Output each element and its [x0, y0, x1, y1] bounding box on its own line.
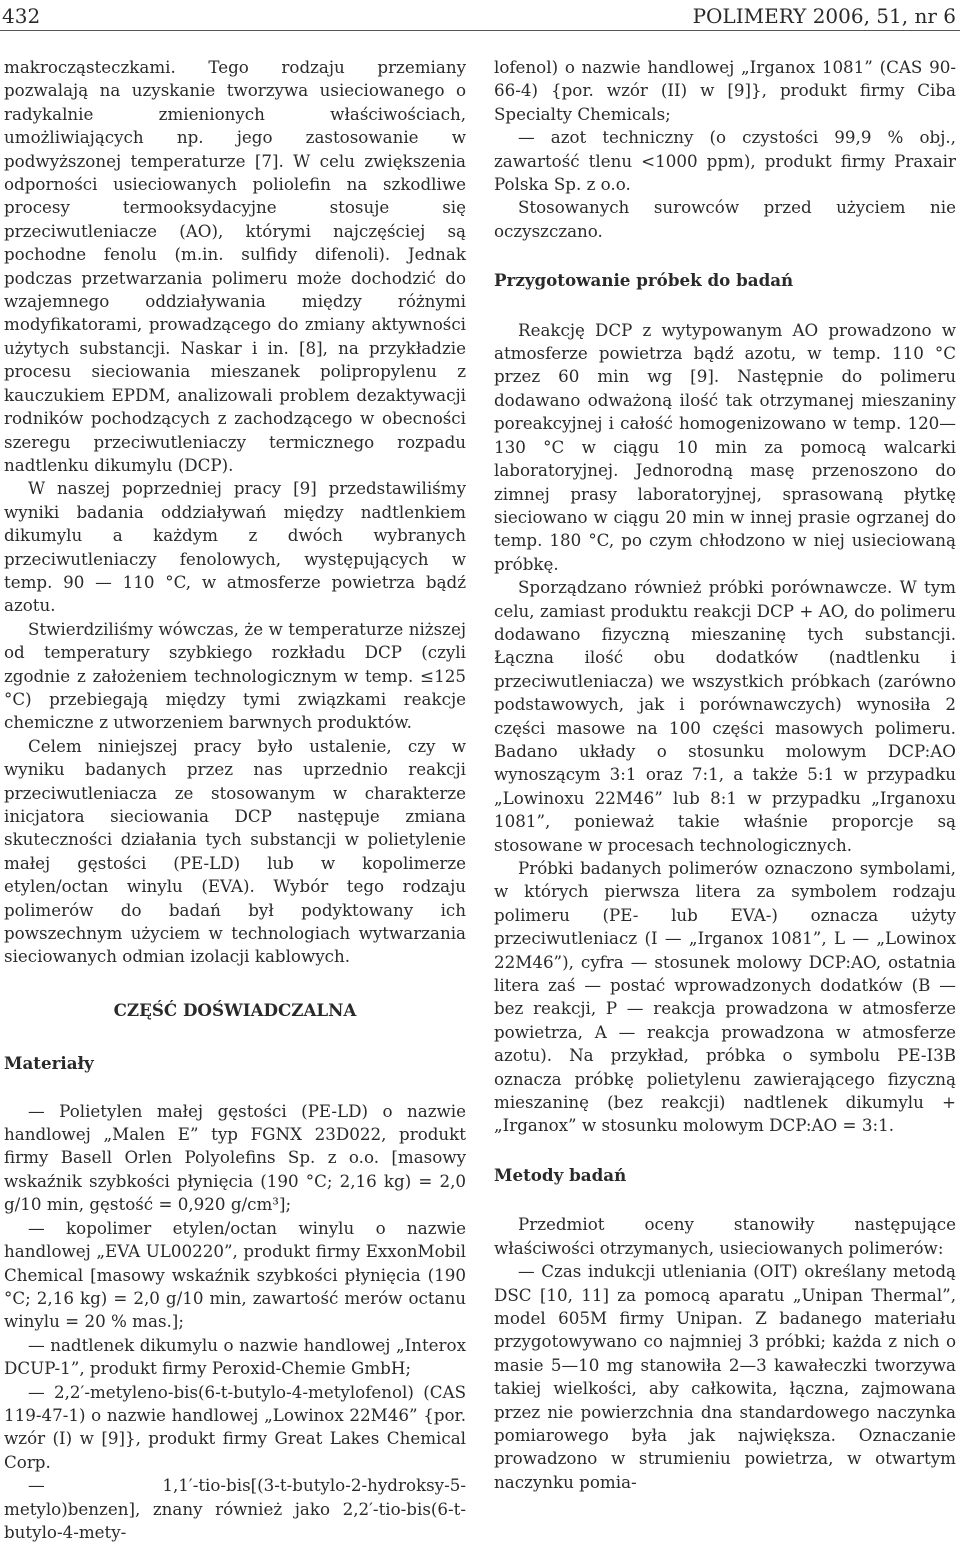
paragraph: lofenol) o nazwie handlowej „Irganox 1081” (CAS 90-66-4) {por. wzór (II) w [9]}, produkt firmy Ciba Specialty Chemicals; — [494, 57, 956, 124]
paragraph: Stosowanych surowców przed użyciem nie oczyszczano. — [494, 197, 956, 241]
method-item: — Czas indukcji utleniania (OIT) określany metodą DSC [10, 11] za pomocą aparatu „Unipan Thermal”, model 605M firmy Unipan. Z badanego materiału przygotowywano co najmniej 3 próbki; każda z nich o masie 5—10 mg stanowiła 2—3 kawałeczki tworzywa takiej wielkości, aby całkowita, łączna, zajmowana przez nie powierzchnia dna standardowego naczynka pomiarowego była jak największa. Oznaczanie prowadzono w strumieniu powietrza, w otwartym naczynku pomia- — [494, 1261, 956, 1492]
paragraph: W naszej poprzedniej pracy [9] przedstawiliśmy wyniki badania oddziaływań między nadtlenkiem dikumylu a każdym z dwóch wybranych przeciwutleniaczy fenolowych, występujących w temp. 90 — 110 °C, w atmosferze powietrza bądź azotu. — [4, 478, 466, 616]
page-header — [0, 0, 960, 38]
paragraph: Przedmiot oceny stanowiły następujące właściwości otrzymanych, usieciowanych polimerów: — [494, 1214, 956, 1258]
paragraph: Reakcję DCP z wytypowanym AO prowadzono w atmosferze powietrza bądź azotu, w temp. 110 °C przez 60 min wg [9]. Następnie do polimeru dodawano odważoną ilość tak otrzymanej mieszaniny poreakcyjnej i całość homogenizowano w temp. 120—130 °C w ciągu 10 min za pomocą walcarki laboratoryjnej. Jednorodną masę przenoszono do zimnej prasy laboratoryjnej, sprasowaną płytkę sieciowano w ciągu 20 min w innej prasie ogrzanej do temp. 180 °C, po czym chłodzono w niej usieciowaną próbkę. — [494, 319, 956, 574]
material-item: — kopolimer etylen/octan winylu o nazwie handlowej „EVA UL00220”, produkt firmy ExxonMobil Chemical [masowy wskaźnik szybkości płynięcia (190 °C; 2,16 kg) = 2,0 g/10 min, zawartość merów octanu winylu = 20 % mas.]; — [4, 1217, 466, 1332]
methods-heading: Metody badań — [494, 1164, 627, 1185]
paragraph: Celem niniejszej pracy było ustalenie, czy w wyniku badanych przez nas uprzednio reakcji przeciwutleniacza ze stosowanym w charakterze inicjatora sieciowania DCP następuje zmiana skuteczności działania tych substancji w polietylenie małej gęstości (PE-LD) lub w kopolimerze etylen/octan winylu (EVA). Wybór tego rodzaju polimerów do badań był podyktowany ich powszechnym użyciem w technologiach wytwarzania sieciowanych odmian izolacji kablowych. — [4, 735, 466, 967]
material-item: — 2,2′-metyleno-bis(6-t-butylo-4-metylofenol) (CAS 119-47-1) o nazwie handlowej „Lowinox 22M46” {por. wzór (I) w [9]}, produkt firmy Great Lakes Chemical Corp. — [4, 1381, 466, 1472]
header-rule — [0, 30, 960, 31]
page-number: 432 — [2, 4, 41, 28]
section-title: CZĘŚĆ DOŚWIADCZALNA — [113, 999, 357, 1020]
paragraph: Stwierdziliśmy wówczas, że w temperaturze niższej od temperatury szybkiego rozkładu DCP (czyli zgodnie z założeniem technologicznym w temp. ≤125 °C) przebiegają między tymi związkami reakcje chemiczne z utworzeniem barwnych produktów. — [4, 618, 466, 733]
material-item: — nadtlenek dikumylu o nazwie handlowej „Interox DCUP-1”, produkt firmy Peroxid-Chemie GmbH; — [4, 1334, 466, 1379]
right-column — [494, 56, 956, 1494]
material-item: — Polietylen małej gęstości (PE-LD) o nazwie handlowej „Malen E” typ FGNX 23D022, produkt firmy Basell Orlen Polyolefins Sp. z o.o. [masowy wskaźnik szybkości płynięcia (190 °C; 2,16 kg) = 2,0 g/10 min, gęstość = 0,920 g/cm³]; — [4, 1100, 466, 1215]
paragraph: makrocząsteczkami. Tego rodzaju przemiany pozwalają na uzyskanie tworzywa usieciowanego o radykalnie zmienionych właściwościach, umożliwiających np. jego zastosowanie w podwyższonej temperaturze [7]. W celu zwiększenia odporności usieciowanych poliolefin na szkodliwe procesy termooksydacyjne stosuje się przeciwutleniacze (AO), którymi najczęściej są pochodne fenolu (m.in. sulfidy difenoli). Jednak podczas przetwarzania polimeru może dochodzić do wzajemnego oddziaływania między różnymi modyfikatorami, prowadzącego do zmiany aktywności użytych substancji. Naskar i in. [8], na przykładzie procesu sieciowania mieszanek polipropylenu z kauczukiem EPDM, analizowali problem dezaktywacji rodników pochodzących z zachodzącego w obecności szeregu przeciwutleniaczy termicznego rozpadu nadtlenku dikumylu (DCP). — [4, 57, 466, 475]
left-column — [4, 56, 466, 1544]
journal-title: POLIMERY 2006, 51, nr 6 — [692, 4, 956, 28]
paragraph: Próbki badanych polimerów oznaczono symbolami, w których pierwsza litera za symbolem rodzaju polimeru (PE- lub EVA-) oznacza użyty przeciwutleniacz (I — „Irganox 1081”, L — „Lowinox 22M46”), cyfra — stosunek molowy DCP:AO, ostatnia litera zaś — postać wprowadzonych dodatków (B — bez reakcji, P — reakcja prowadzona w atmosferze powietrza, A — reakcja prowadzona w atmosferze azotu). Na przykład, próbka o symbolu PE-I3B oznacza próbkę polietylenu zawierającego fizyczną mieszaninę (bez reakcji) nadtlenek dikumylu + „Irganox” w stosunku molowym DCP:AO = 3:1. — [494, 858, 956, 1136]
material-item: — azot techniczny (o czystości 99,9 % obj., zawartość tlenu <1000 ppm), produkt firmy Praxair Polska Sp. z o.o. — [494, 127, 956, 195]
prep-heading: Przygotowanie próbek do badań — [494, 270, 794, 291]
paragraph: Sporządzano również próbki porównawcze. W tym celu, zamiast produktu reakcji DCP + AO, do polimeru dodawano fizyczną mieszaninę tych substancji. Łączna ilość obu dodatków (nadtlenku i przeciwutleniacza) we wszystkich próbkach (zarówno podstawowych, jak i porównawczych) wynosiła 2 części masowe na 100 części masowych polimeru. Badano układy o stosunku molowym DCP:AO wynoszącym 3:1 oraz 7:1, a także 5:1 w przypadku „Lowinoxu 22M46” lub 8:1 w przypadku „Irganoxu 1081”, ponieważ takie właśnie proporcje są stosowane w procesach technologicznych. — [494, 577, 956, 855]
materials-heading: Materiały — [4, 1053, 94, 1074]
material-item: — 1,1′-tio-bis[(3-t-butylo-2-hydroksy-5-metylo)benzen], znany również jako 2,2′-tio-bis(6-t-butylo-4-mety- — [4, 1475, 466, 1542]
